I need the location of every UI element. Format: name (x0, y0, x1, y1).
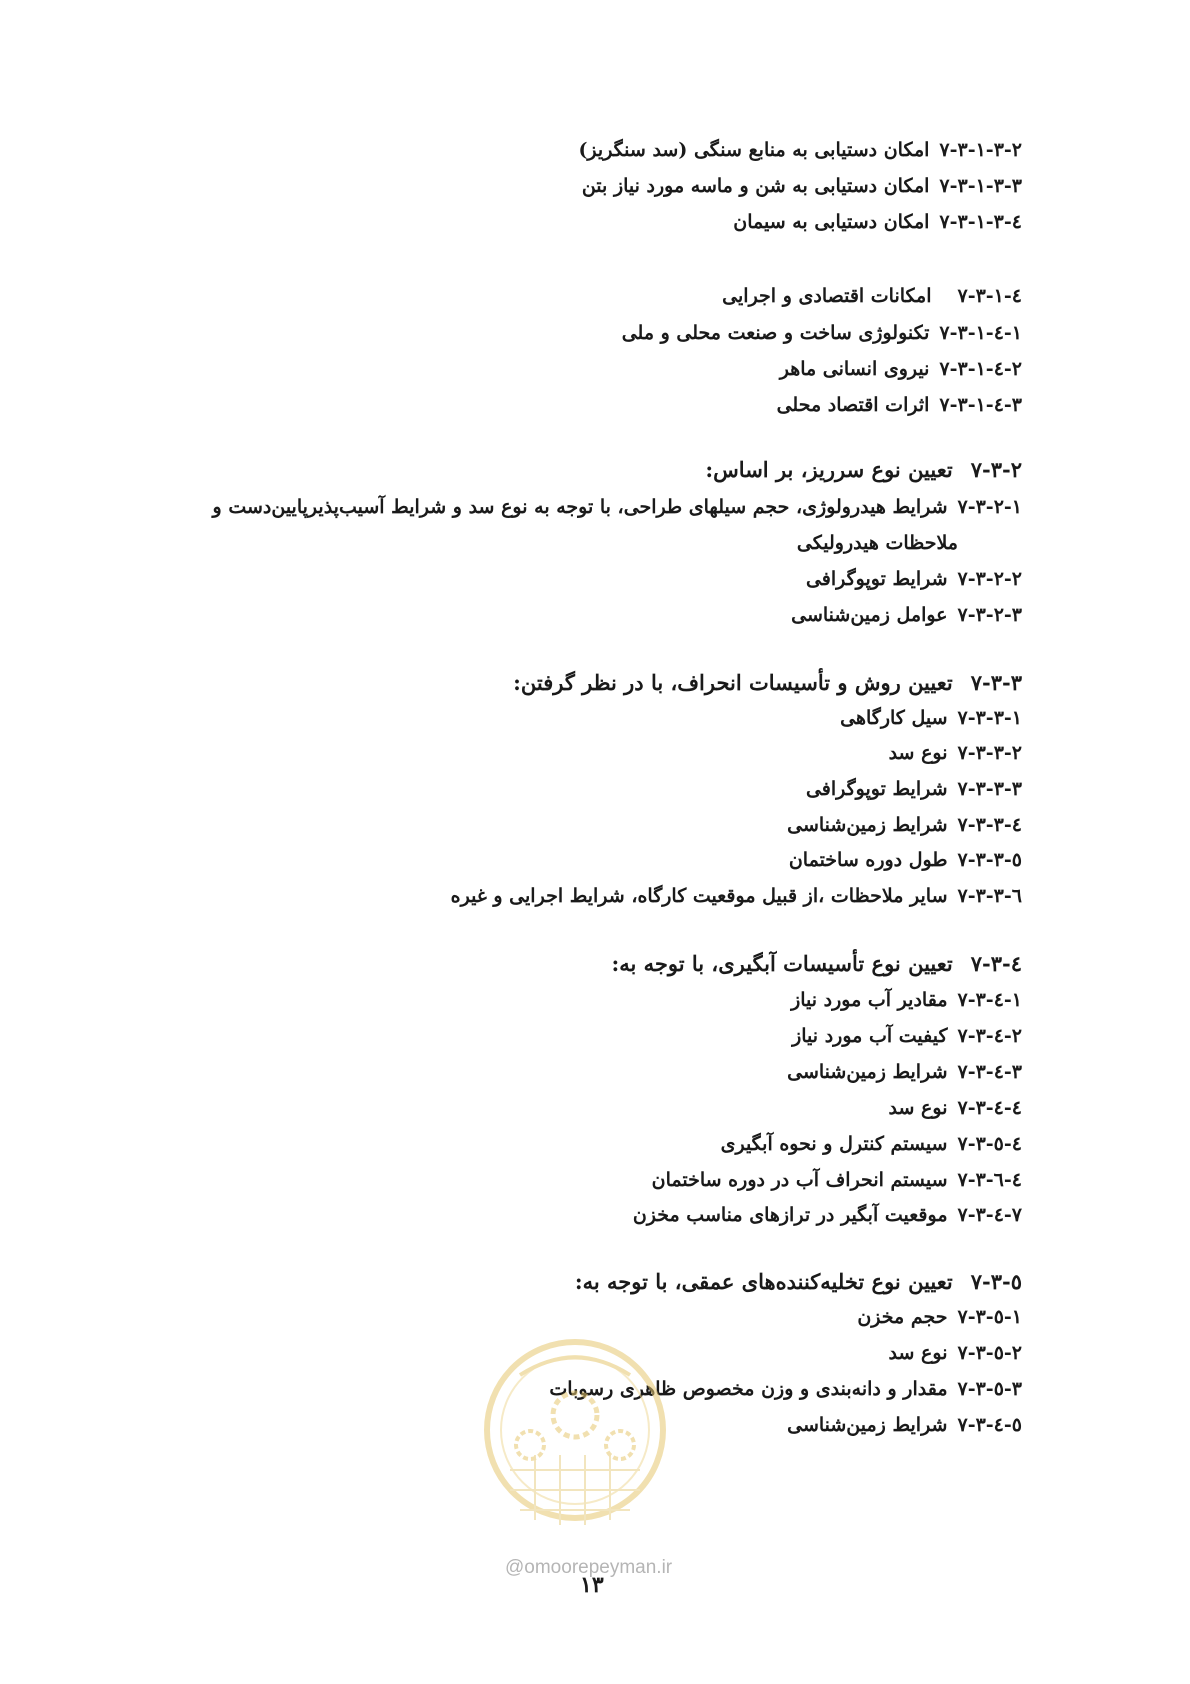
item-text: نوع سد (888, 1342, 948, 1364)
subsection-item (733, 207, 1022, 237)
subsection-item (806, 774, 1022, 804)
item-number: ۷-۳-٤-۷ (957, 1204, 1022, 1226)
subsection-item (451, 881, 1022, 911)
subsection-item-continuation (797, 528, 958, 558)
item-number: ۷-۳-۲-۱ (957, 496, 1022, 518)
item-number: ۷-۳-۳-۲ (957, 742, 1022, 764)
heading-text: تعیین نوع تأسیسات آبگیری، با توجه به: (611, 951, 953, 976)
subsection-item (582, 171, 1022, 201)
subsection-item (213, 492, 1022, 522)
section-heading (611, 949, 1022, 979)
subsection-item (787, 810, 1022, 840)
heading-text: تعیین نوع تخلیه‌کننده‌های عمقی، با توجه به: (574, 1269, 953, 1294)
item-text: شرایط توپوگرافی (805, 568, 948, 590)
item-number: ۷-۳-٤-۲ (957, 1025, 1022, 1047)
subsection-item (889, 738, 1022, 768)
item-number: ۷-۳-۱-٤ (957, 285, 1022, 307)
heading-number: ۷-۳-۳ (970, 670, 1022, 695)
heading-text: تعیین روش و تأسیسات انحراف، با در نظر گرفتن: (513, 670, 953, 695)
section-item (722, 281, 1022, 311)
item-number: ۷-۳-٥-۲ (957, 1342, 1022, 1364)
item-text: موقعیت آبگیر در ترازهای مناسب مخزن (632, 1204, 948, 1226)
page-number: ۱۳ (580, 1572, 604, 1598)
subsection-item (652, 1165, 1022, 1195)
item-number: ۷-۳-۳-٦ (957, 885, 1022, 907)
item-text: تکنولوژی ساخت و صنعت محلی و ملی (621, 322, 930, 344)
subsection-item (777, 390, 1022, 420)
item-number: ۷-۳-۳-۳ (957, 778, 1022, 800)
subsection-item (791, 985, 1022, 1015)
item-number: ۷-۳-۱-٤-۱ (939, 322, 1022, 344)
item-number: ۷-۳-۳-۱ (957, 707, 1022, 729)
watermark-logo-icon (480, 1320, 670, 1550)
item-number: ۷-۳-۱-۳-٤ (939, 211, 1022, 233)
item-text: ملاحظات هیدرولیکی (796, 532, 958, 554)
item-number: ۷-۳-۳-٥ (957, 849, 1022, 871)
item-number: ۷-۳-۱-۳-۲ (939, 139, 1022, 161)
subsection-item (622, 318, 1022, 348)
subsection-item (780, 354, 1022, 384)
item-text: امکان دستیابی به سیمان (733, 211, 930, 233)
item-number: ۷-۳-٥-۱ (957, 1306, 1022, 1328)
heading-number: ۷-۳-٤ (970, 951, 1022, 976)
section-heading (513, 668, 1022, 698)
item-number: ۷-۳-۲-۲ (957, 568, 1022, 590)
item-text: مقادیر آب مورد نیاز (791, 989, 948, 1011)
heading-number: ۷-۳-٥ (970, 1269, 1022, 1294)
item-number: ۷-۳-٤-۱ (957, 989, 1022, 1011)
item-text: نوع سد (888, 1097, 948, 1119)
item-text: نوع سد (888, 742, 948, 764)
item-text: سیل کارگاهی (840, 707, 948, 729)
item-number: ۷-۳-۳-٤ (957, 814, 1022, 836)
subsection-item (578, 135, 1022, 165)
item-number: ۷-۳-۱-٤-۲ (939, 358, 1022, 380)
item-text: امکان دستیابی به شن و ماسه مورد نیاز بتن (581, 175, 930, 197)
subsection-item (787, 1057, 1022, 1087)
heading-text: تعیین نوع سرریز، بر اساس: (705, 457, 953, 482)
section-heading (575, 1267, 1022, 1297)
subsection-item (721, 1129, 1022, 1159)
item-text: سیستم انحراف آب در دوره ساختمان (651, 1169, 948, 1191)
item-text: مقدار و دانه‌بندی و وزن مخصوص ظاهری رسوبات (549, 1378, 948, 1400)
item-text: شرایط توپوگرافی (805, 778, 948, 800)
item-text: سایر ملاحظات ،از قبیل موقعیت کارگاه، شرایط اجرایی و غیره (450, 885, 948, 907)
item-text: حجم مخزن (857, 1306, 948, 1328)
subsection-item (792, 1021, 1022, 1051)
watermark-url: @omoorepeyman.ir (505, 1557, 673, 1578)
item-number: ۷-۳-٤-۳ (957, 1061, 1022, 1083)
subsection-item (840, 703, 1022, 733)
item-number: ۷-۳-٥-٤ (957, 1414, 1022, 1436)
heading-number: ۷-۳-۲ (970, 457, 1022, 482)
subsection-item (857, 1302, 1022, 1332)
item-text: شرایط زمین‌شناسی (787, 1061, 948, 1083)
item-number: ۷-۳-٤-٦ (957, 1169, 1022, 1191)
item-text: کیفیت آب مورد نیاز (792, 1025, 948, 1047)
item-number: ۷-۳-۱-٤-۳ (939, 394, 1022, 416)
subsection-item (789, 845, 1022, 875)
subsection-item (889, 1093, 1022, 1123)
item-text: اثرات اقتصاد محلی (776, 394, 930, 416)
item-text: امکانات اقتصادی و اجرایی (722, 285, 932, 307)
subsection-item (787, 1410, 1022, 1440)
item-number: ۷-۳-٥-۳ (957, 1378, 1022, 1400)
subsection-item (889, 1338, 1022, 1368)
item-number: ۷-۳-۲-۳ (957, 604, 1022, 626)
item-text: طول دوره ساختمان (788, 849, 948, 871)
item-number: ۷-۳-۱-۳-۳ (939, 175, 1022, 197)
item-number: ۷-۳-٤-٥ (957, 1133, 1022, 1155)
item-text: شرایط زمین‌شناسی (787, 1414, 948, 1436)
item-text: عوامل زمین‌شناسی (791, 604, 948, 626)
item-text: امکان دستیابی به منابع سنگی (سد سنگریز) (578, 139, 930, 161)
subsection-item (791, 600, 1022, 630)
item-text: شرایط زمین‌شناسی (787, 814, 948, 836)
item-text: نیروی انسانی ماهر (779, 358, 930, 380)
item-text: سیستم کنترل و نحوه آبگیری (720, 1133, 948, 1155)
subsection-item (806, 564, 1022, 594)
subsection-item (633, 1200, 1022, 1230)
section-heading (705, 455, 1022, 485)
item-number: ۷-۳-٤-٤ (957, 1097, 1022, 1119)
item-text: شرایط هیدرولوژی، حجم سیلهای طراحی، با توجه به نوع سد و شرایط آسیب‌پذیرپایین‌دست و (212, 496, 948, 518)
